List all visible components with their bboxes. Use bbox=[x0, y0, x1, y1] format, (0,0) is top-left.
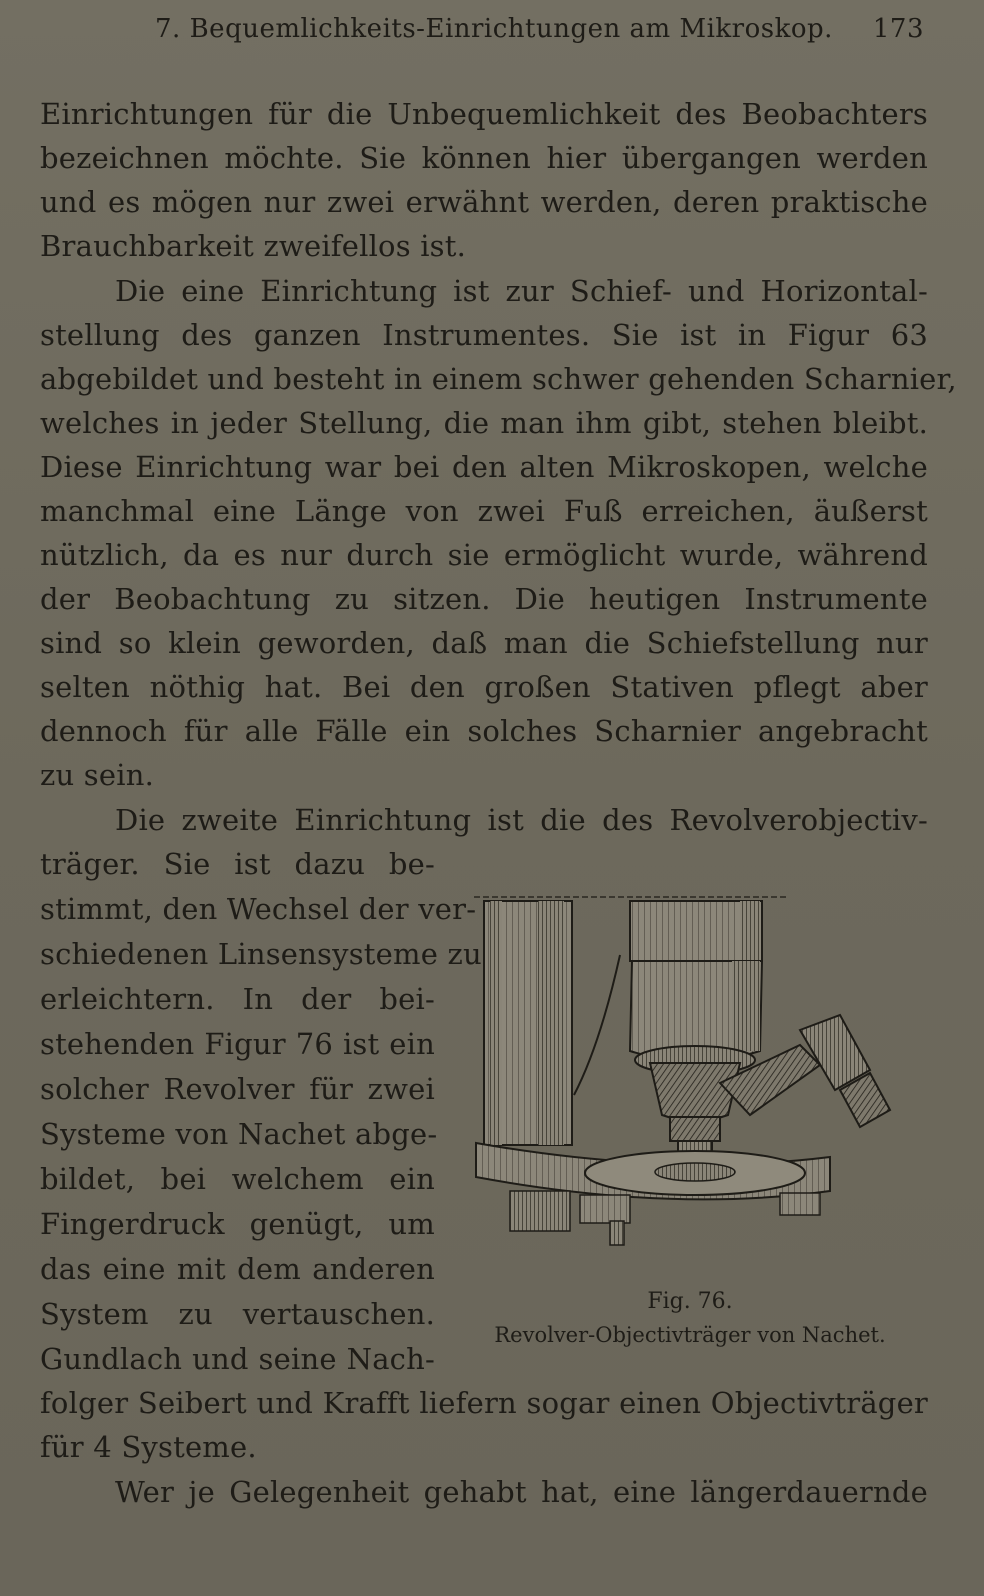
figure-caption: Revolver-Objectivträger von Nachet. bbox=[494, 1323, 886, 1347]
text-line: träger. Sie ist dazu be- bbox=[40, 847, 435, 881]
text-line: der Beobachtung zu sitzen. Die heutigen Instrumente bbox=[40, 582, 928, 616]
text-line: stellung des ganzen Instrumentes. Sie ist in Figur 63 bbox=[40, 318, 928, 352]
figure-number: Fig. 76. bbox=[647, 1289, 733, 1314]
text-line: für 4 Systeme. bbox=[40, 1430, 257, 1464]
text-line: nützlich, da es nur durch sie ermöglicht wurde, während bbox=[40, 538, 928, 572]
text-line: schiedenen Linsensysteme zu bbox=[40, 937, 482, 971]
text-line: abgebildet und besteht in einem schwer gehenden Scharnier, bbox=[40, 362, 957, 396]
revolver-objective-holder-illustration bbox=[470, 895, 910, 1275]
figure-76 bbox=[470, 895, 910, 1375]
text-line: das eine mit dem anderen bbox=[40, 1252, 435, 1286]
text-line: bildet, bei welchem ein bbox=[40, 1162, 435, 1196]
paragraph-start-line: Wer je Gelegenheit gehabt hat, eine längerdauernde bbox=[115, 1475, 928, 1509]
page-number: 173 bbox=[872, 14, 924, 44]
text-line: dennoch für alle Fälle ein solches Scharnier angebracht bbox=[40, 714, 928, 748]
text-line: System zu vertauschen. bbox=[40, 1297, 435, 1331]
paragraph-start-line: Die zweite Einrichtung ist die des Revolverobjectiv- bbox=[115, 803, 928, 837]
text-line: Diese Einrichtung war bei den alten Mikroskopen, welche bbox=[40, 450, 928, 484]
text-line: Einrichtungen für die Unbequemlichkeit des Beobachters bbox=[40, 97, 928, 131]
text-line: stimmt, den Wechsel der ver- bbox=[40, 892, 477, 926]
text-line: Gundlach und seine Nach- bbox=[40, 1342, 435, 1376]
text-line: welches in jeder Stellung, die man ihm gibt, stehen bleibt. bbox=[40, 406, 928, 440]
text-line: sind so klein geworden, daß man die Schiefstellung nur bbox=[40, 626, 928, 660]
running-head-title: 7. Bequemlichkeits-Einrichtungen am Mikroskop. bbox=[155, 14, 833, 44]
text-line: Systeme von Nachet abge- bbox=[40, 1117, 438, 1151]
text-line: bezeichnen möchte. Sie können hier übergangen werden bbox=[40, 141, 928, 175]
text-line: selten nöthig hat. Bei den großen Stativen pflegt aber bbox=[40, 670, 928, 704]
text-line: solcher Revolver für zwei bbox=[40, 1072, 435, 1106]
text-line: Brauchbarkeit zweifellos ist. bbox=[40, 229, 467, 263]
text-line: folger Seibert und Krafft liefern sogar einen Objectivträger bbox=[40, 1386, 928, 1420]
text-line: stehenden Figur 76 ist ein bbox=[40, 1027, 435, 1061]
text-line: manchmal eine Länge von zwei Fuß erreichen, äußerst bbox=[40, 494, 928, 528]
paragraph-start-line: Die eine Einrichtung ist zur Schief- und Horizontal- bbox=[115, 274, 928, 308]
text-line: erleichtern. In der bei- bbox=[40, 982, 435, 1016]
text-line: Fingerdruck genügt, um bbox=[40, 1207, 435, 1241]
text-line: zu sein. bbox=[40, 758, 154, 792]
text-line: und es mögen nur zwei erwähnt werden, deren praktische bbox=[40, 185, 928, 219]
running-head bbox=[40, 14, 924, 54]
